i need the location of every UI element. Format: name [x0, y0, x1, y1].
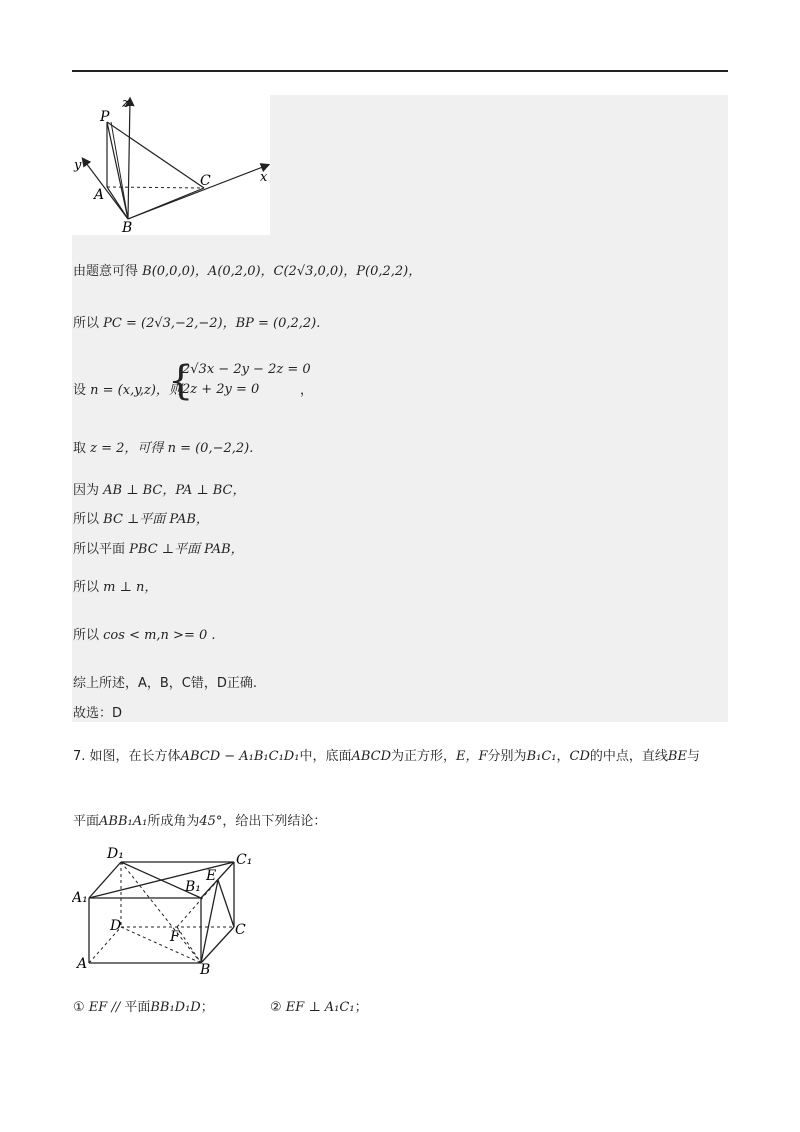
label-D: D [110, 918, 122, 934]
option-2 [270, 996, 368, 1015]
line8-math: m ⊥ n， [103, 580, 158, 595]
solution-line-8 [73, 580, 157, 596]
solution-line-3 [73, 383, 182, 399]
line5-math: AB ⊥ BC，PA ⊥ BC， [103, 483, 246, 498]
line3-prefix: 设 [73, 383, 87, 398]
pyramid-diagram [72, 95, 270, 235]
label-B: B [122, 220, 133, 235]
system-end: ， [300, 383, 314, 398]
solution-line-9 [73, 628, 216, 644]
option-2-end: ； [354, 1000, 368, 1015]
option-1 [73, 996, 214, 1015]
line1-prefix: 由题意可得 [73, 264, 139, 279]
solution-line-6 [73, 512, 209, 528]
q7-line2-a: 平面 [73, 814, 100, 829]
label-C: C [200, 173, 211, 189]
line4-prefix: 取 [73, 441, 87, 456]
label-B1: B₁ [185, 879, 201, 895]
option-2-math: EF ⊥ A₁C₁ [285, 1000, 355, 1015]
q7-math-e: CD [569, 749, 590, 764]
z-axis [128, 99, 130, 219]
option-1-math: EF // [88, 1000, 121, 1015]
label-A: A [77, 956, 88, 972]
label-C: C [235, 922, 246, 938]
line1-math: B(0,0,0)，A(0,2,0)，C(2√3,0,0)，P(0,2,2)， [142, 264, 422, 279]
line9-math: cos < m,n >= 0 . [103, 628, 216, 643]
q7-math-a: ABCD − A₁B₁C₁D₁ [180, 749, 300, 764]
q7-text-e: ， [556, 749, 570, 764]
line9-prefix: 所以 [73, 628, 100, 643]
option-1-text: 平面 [124, 1000, 151, 1015]
q7-line2-c: ，给出下列结论： [222, 814, 327, 829]
solution-conclusion: 综上所述，A，B，C错，D正确. [73, 676, 258, 691]
label-D1: D₁ [107, 846, 124, 862]
line6-prefix: 所以 [73, 512, 100, 527]
q7-text-f: 的中点，直线 [589, 749, 668, 764]
solution-answer: 故选：D [73, 706, 123, 721]
line5-prefix: 因为 [73, 483, 100, 498]
question-7-line-1 [73, 745, 700, 764]
q7-text-d: 分别为 [487, 749, 527, 764]
option-1-mark: ① [73, 1000, 85, 1015]
q7-line2-b: 所成角为 [147, 814, 200, 829]
solution-line-5 [73, 483, 246, 499]
line3-math: n = (x,y,z)，则 [90, 383, 182, 398]
option-1-end: ； [200, 1000, 214, 1015]
label-C1: C₁ [236, 852, 253, 868]
label-E: E [206, 868, 217, 884]
line2-prefix: 所以 [73, 316, 100, 331]
q7-text-g: 与 [686, 749, 700, 764]
label-z: z [122, 96, 129, 111]
q7-math-b: ABCD [351, 749, 392, 764]
q7-math-f: BE [667, 749, 687, 764]
q7-text-c: 为正方形， [391, 749, 457, 764]
label-P: P [100, 109, 110, 125]
label-x: x [260, 170, 268, 185]
system-eq-2: 2z + 2y = 0 [182, 382, 260, 397]
label-F: F [170, 929, 180, 945]
label-y: y [74, 158, 82, 173]
system-brace: { [168, 358, 194, 404]
option-2-mark: ② [270, 1000, 282, 1015]
q7-math-d: B₁C₁ [526, 749, 557, 764]
solution-line-2 [73, 316, 320, 332]
line8-prefix: 所以 [73, 580, 100, 595]
q7-text-b: 中，底面 [299, 749, 352, 764]
system-eq-1: 2√3x − 2y − 2z = 0 [182, 362, 311, 377]
line7-prefix: 所以平面 [73, 542, 126, 557]
solution-line-7 [73, 542, 244, 558]
line2-math: PC = (2√3,−2,−2)，BP = (0,2,2). [103, 316, 321, 331]
line6-math: BC ⊥平面 PAB， [103, 512, 209, 527]
figure-cuboid [72, 842, 262, 977]
q7-line2-math: ABB₁A₁ [99, 814, 148, 829]
label-B: B [200, 962, 211, 977]
question-number: 7. [73, 749, 86, 764]
label-A: A [94, 187, 105, 203]
header-rule [72, 70, 728, 72]
line7-math: PBC ⊥平面 PAB， [129, 542, 244, 557]
solution-line-1 [73, 264, 421, 280]
q7-line2-angle: 45° [199, 814, 223, 829]
q7-math-c: E，F [456, 749, 488, 764]
solution-line-4 [73, 441, 253, 457]
cuboid-diagram [72, 842, 262, 977]
option-1-math2: BB₁D₁D [150, 1000, 201, 1015]
label-A1: A₁ [72, 890, 88, 906]
line4-math: z = 2，可得 n = (0,−2,2). [90, 441, 254, 456]
q7-text-a: 如图，在长方体 [89, 749, 181, 764]
question-7-line-2 [73, 810, 326, 829]
figure-pyramid [72, 95, 270, 235]
